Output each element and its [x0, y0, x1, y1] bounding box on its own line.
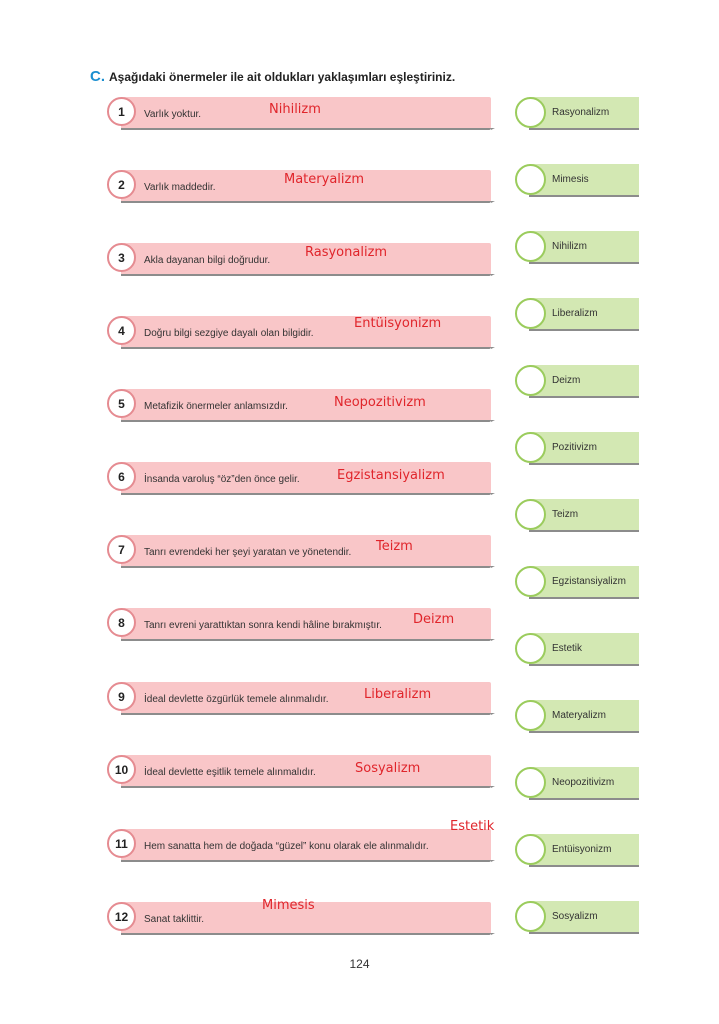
- statement-text: Varlık yoktur.: [144, 109, 202, 120]
- answer-circle[interactable]: [515, 700, 546, 731]
- option-label: Liberalizm: [552, 308, 598, 319]
- statement-number: 1: [107, 97, 136, 126]
- handwritten-answer: Deizm: [413, 612, 455, 627]
- statement-number: 11: [107, 829, 136, 858]
- statement-number: 8: [107, 608, 136, 637]
- option-label: Entüisyonizm: [552, 844, 612, 855]
- option-item: [515, 767, 639, 801]
- option-item: [515, 164, 639, 198]
- statement-number: 3: [107, 243, 136, 272]
- statement-text: İdeal devlette eşitlik temele alınmalıdır.: [144, 767, 316, 778]
- handwritten-answer: Liberalizm: [364, 687, 432, 702]
- option-item: [515, 901, 639, 935]
- option-label: Nihilizm: [552, 241, 587, 252]
- option-label: Sosyalizm: [552, 911, 598, 922]
- answer-circle[interactable]: [515, 499, 546, 530]
- option-label: Materyalizm: [552, 710, 606, 721]
- option-item: [515, 432, 639, 466]
- answer-circle[interactable]: [515, 834, 546, 865]
- option-item: [515, 231, 639, 265]
- page-number: 124: [349, 957, 370, 971]
- option-label: Egzistansiyalizm: [552, 576, 626, 587]
- option-item: [515, 566, 639, 600]
- answer-circle[interactable]: [515, 231, 546, 262]
- answer-circle[interactable]: [515, 432, 546, 463]
- option-label: Pozitivizm: [552, 442, 598, 453]
- exercise-heading: [90, 68, 455, 85]
- statement-number: 5: [107, 389, 136, 418]
- statement-text: Varlık maddedir.: [144, 182, 216, 193]
- option-item: [515, 298, 639, 332]
- option-item: [515, 97, 639, 131]
- statement-number: 9: [107, 682, 136, 711]
- statement-text: Hem sanatta hem de doğada “güzel” konu olarak ele alınmalıdır.: [144, 841, 429, 852]
- statement-number: 2: [107, 170, 136, 199]
- option-item: [515, 834, 639, 868]
- handwritten-answer: Entüisyonizm: [354, 316, 442, 331]
- option-item: [515, 700, 639, 734]
- statement-text: Tanrı evrendeki her şeyi yaratan ve yönetendir.: [144, 547, 352, 558]
- option-label: Neopozitivizm: [552, 777, 615, 788]
- option-label: Estetik: [552, 643, 583, 654]
- answer-circle[interactable]: [515, 365, 546, 396]
- answer-circle[interactable]: [515, 298, 546, 329]
- option-label: Rasyonalizm: [552, 107, 610, 118]
- statement-text: İdeal devlette özgürlük temele alınmalıdır.: [144, 694, 329, 705]
- handwritten-answer: Mimesis: [262, 898, 315, 913]
- statement-number: 10: [107, 755, 136, 784]
- handwritten-answer: Egzistansiyalizm: [337, 468, 445, 483]
- statement-number: 7: [107, 535, 136, 564]
- option-label: Teizm: [552, 509, 579, 520]
- statement-number: 6: [107, 462, 136, 491]
- statement-text: Metafizik önermeler anlamsızdır.: [144, 401, 288, 412]
- handwritten-answer: Materyalizm: [284, 172, 364, 187]
- answer-circle[interactable]: [515, 566, 546, 597]
- option-item: [515, 499, 639, 533]
- answer-circle[interactable]: [515, 901, 546, 932]
- statement-text: İnsanda varoluş “öz”den önce gelir.: [144, 474, 300, 485]
- answer-circle[interactable]: [515, 767, 546, 798]
- answer-circle[interactable]: [515, 633, 546, 664]
- statement-text: Doğru bilgi sezgiye dayalı olan bilgidir.: [144, 328, 314, 339]
- answer-circle[interactable]: [515, 97, 546, 128]
- answer-circle[interactable]: [515, 164, 546, 195]
- handwritten-answer: Teizm: [376, 539, 413, 554]
- statement-text: Akla dayanan bilgi doğrudur.: [144, 255, 271, 266]
- instruction-text: Aşağıdaki önermeler ile ait oldukları yaklaşımları eşleştiriniz.: [109, 70, 456, 84]
- handwritten-answer: Sosyalizm: [355, 761, 421, 776]
- handwritten-answer: Nihilizm: [269, 102, 321, 117]
- option-label: Deizm: [552, 375, 581, 386]
- option-label: Mimesis: [552, 174, 589, 185]
- statement-text: Sanat taklittir.: [144, 914, 205, 925]
- handwritten-answer: Rasyonalizm: [305, 245, 388, 260]
- section-letter: C.: [90, 68, 105, 85]
- handwritten-answer: Neopozitivizm: [334, 395, 426, 410]
- statement-number: 12: [107, 902, 136, 931]
- option-item: [515, 365, 639, 399]
- statement-number: 4: [107, 316, 136, 345]
- option-item: [515, 633, 639, 667]
- statement-text: Tanrı evreni yarattıktan sonra kendi hâline bırakmıştır.: [144, 620, 382, 631]
- handwritten-answer: Estetik: [450, 819, 495, 834]
